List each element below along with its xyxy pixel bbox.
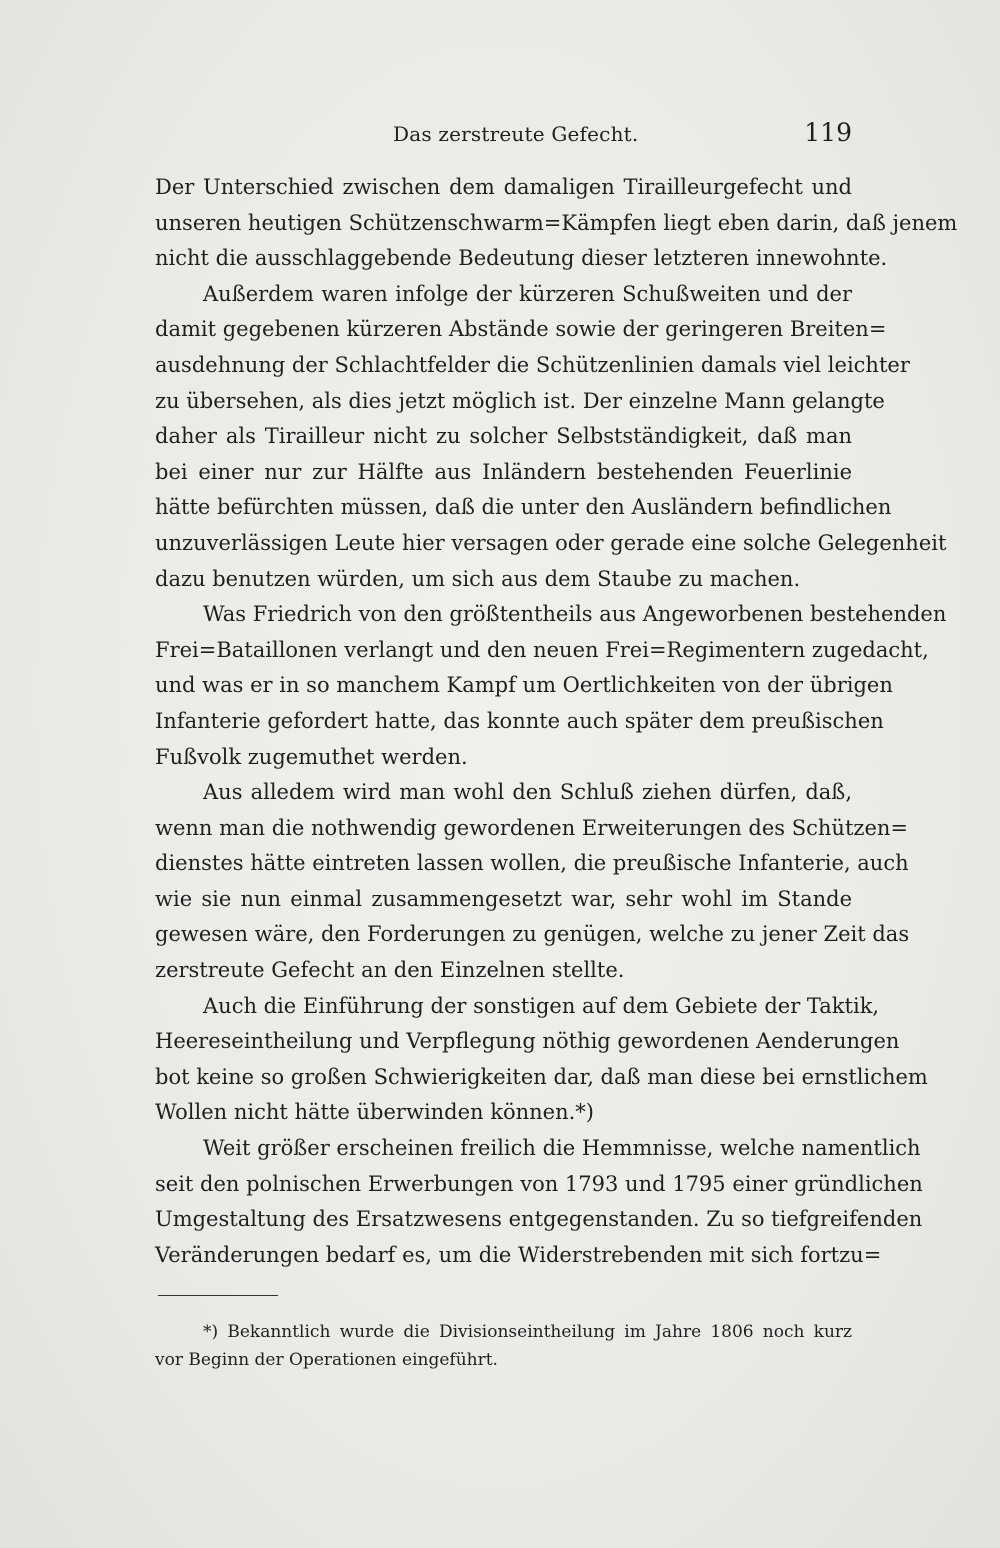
footnote-divider: [158, 1295, 278, 1296]
footnote-line: *) Bekanntlich wurde die Divisionseintheilung im Jahre 1806 noch kurz: [203, 1322, 852, 1342]
running-head: Das zerstreute Gefecht.: [393, 122, 639, 146]
text-line: Der Unterschied zwischen dem damaligen Tirailleurgefecht und: [155, 175, 852, 199]
text-line: wie sie nun einmal zusammengesetzt war, sehr wohl im Stande: [155, 886, 852, 911]
text-line: Aus alledem wird man wohl den Schluß ziehen dürfen, daß,: [203, 780, 852, 805]
text-line: Frei=Bataillonen verlangt und den neuen Frei=Regimentern zugedacht,: [155, 637, 929, 662]
text-line: ausdehnung der Schlachtfelder die Schützenlinien damals viel leichter: [155, 352, 910, 377]
footnote-line: vor Beginn der Operationen eingeführt.: [155, 1350, 498, 1370]
text-line: Fußvolk zugemuthet werden.: [155, 744, 468, 769]
text-line: Wollen nicht hätte überwinden können.*): [155, 1100, 594, 1125]
page-number: 119: [804, 118, 852, 147]
text-line: Veränderungen bedarf es, um die Widerstrebenden mit sich fortzu=: [155, 1242, 882, 1267]
text-line: damit gegebenen kürzeren Abstände sowie der geringeren Breiten=: [155, 317, 887, 342]
text-line: unseren heutigen Schützenschwarm=Kämpfen liegt eben darin, daß jenem: [155, 210, 958, 235]
text-line: dienstes hätte eintreten lassen wollen, die preußische Infanterie, auch: [155, 851, 909, 876]
text-line: dazu benutzen würden, um sich aus dem Staube zu machen.: [155, 566, 801, 591]
text-line: Infanterie gefordert hatte, das konnte auch später dem preußischen: [155, 708, 884, 733]
footnotes: [155, 1318, 852, 1374]
text-line: unzuverlässigen Leute hier versagen oder gerade eine solche Gelegenheit: [155, 530, 947, 555]
text-line: Weit größer erscheinen freilich die Hemmnisse, welche namentlich: [203, 1136, 921, 1161]
text-line: Auch die Einführung der sonstigen auf dem Gebiete der Taktik,: [203, 993, 880, 1018]
body-text: [155, 170, 958, 1273]
text-line: hätte befürchten müssen, daß die unter den Ausländern befindlichen: [155, 495, 892, 520]
text-line: Außerdem waren infolge der kürzeren Schußweiten und der: [203, 281, 852, 306]
text-line: Heereseintheilung und Verpflegung nöthig gewordenen Aenderungen: [155, 1029, 900, 1054]
text-line: bei einer nur zur Hälfte aus Inländern bestehenden Feuerlinie: [155, 459, 852, 484]
text-line: und was er in so manchem Kampf um Oertlichkeiten von der übrigen: [155, 673, 893, 698]
text-line: Umgestaltung des Ersatzwesens entgegenstanden. Zu so tiefgreifenden: [155, 1207, 923, 1232]
text-line: bot keine so großen Schwierigkeiten dar, daß man diese bei ernstlichem: [155, 1064, 928, 1089]
page-header: [155, 118, 852, 152]
text-line: zerstreute Gefecht an den Einzelnen stellte.: [155, 958, 625, 983]
text-line: daher als Tirailleur nicht zu solcher Selbstständigkeit, daß man: [155, 424, 852, 449]
text-line: zu übersehen, als dies jetzt möglich ist. Der einzelne Mann gelangte: [155, 388, 885, 413]
text-line: Was Friedrich von den größtentheils aus Angeworbenen bestehenden: [203, 602, 947, 627]
text-line: gewesen wäre, den Forderungen zu genügen, welche zu jener Zeit das: [155, 922, 910, 947]
text-line: wenn man die nothwendig gewordenen Erweiterungen des Schützen=: [155, 815, 908, 840]
text-line: seit den polnischen Erwerbungen von 1793 und 1795 einer gründlichen: [155, 1171, 923, 1196]
text-line: nicht die ausschlaggebende Bedeutung dieser letzteren innewohnte.: [155, 246, 888, 271]
